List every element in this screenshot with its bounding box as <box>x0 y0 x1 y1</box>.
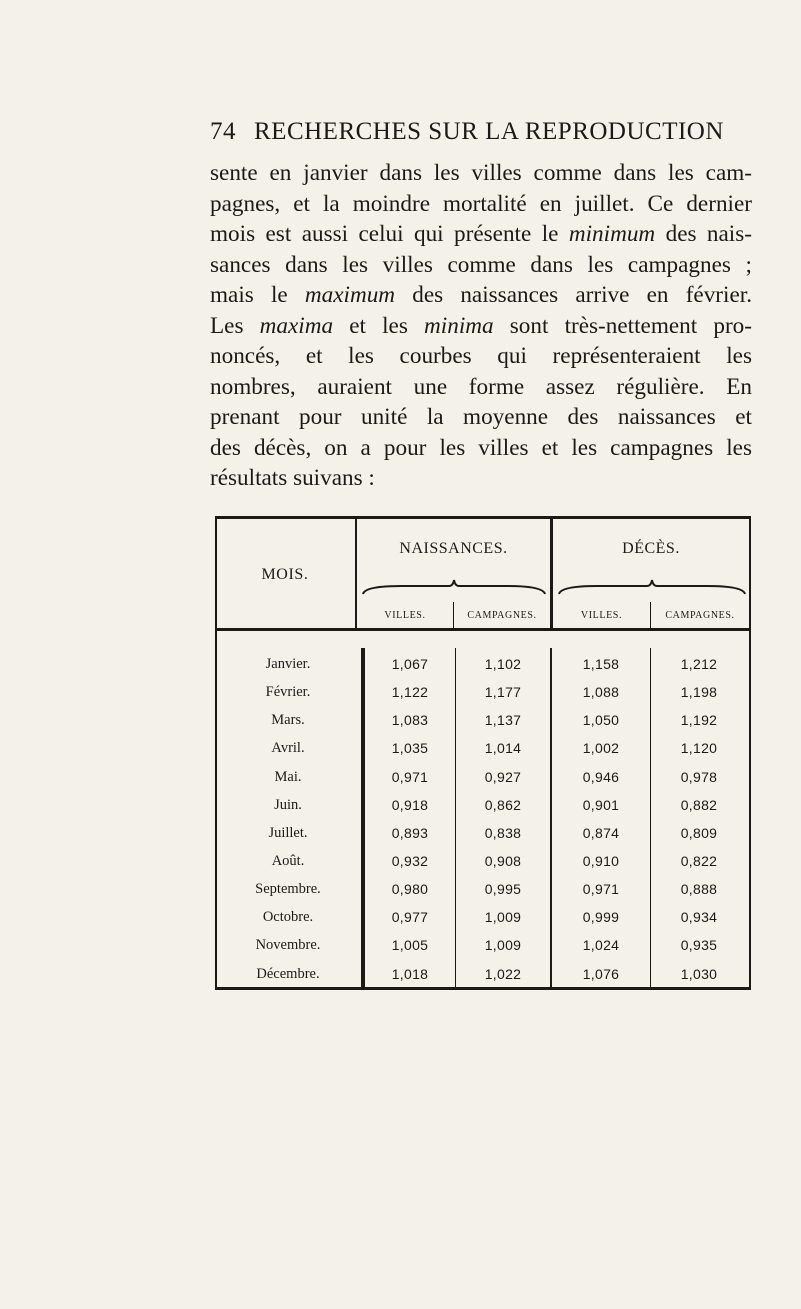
text-run: pagnes, et la moindre mortalité en juillet. Ce dernier <box>210 190 752 217</box>
header-deces: DÉCÈS. <box>622 540 680 557</box>
text-run: nombres, auraient une forme assez régulière. En <box>210 373 752 400</box>
cell-deces-villes: 0,910 <box>582 852 620 869</box>
cell-naissances-campagnes: 1,177 <box>484 684 522 701</box>
cell-deces-campagnes: 0,935 <box>680 937 718 954</box>
cell-naissances-villes: 0,932 <box>391 852 429 869</box>
cell-naissances-campagnes: 1,009 <box>484 937 522 954</box>
cell-naissances-villes: 1,083 <box>391 712 429 729</box>
cell-mois: Juillet. <box>268 824 308 841</box>
page-number: 74 <box>210 118 236 145</box>
cell-naissances-villes: 1,035 <box>391 740 429 757</box>
subheader-campagnes-deces: CAMPAGNES. <box>665 610 735 621</box>
cell-naissances-villes: 1,018 <box>391 965 429 982</box>
text-run: noncés, et les courbes qui représenteraient les <box>210 343 752 369</box>
text-line <box>210 402 752 433</box>
cell-deces-villes: 1,088 <box>582 684 620 701</box>
text-line <box>210 158 752 189</box>
cell-deces-campagnes: 1,212 <box>680 656 718 672</box>
header-naissances: NAISSANCES. <box>399 540 508 557</box>
header-mois: MOIS. <box>261 566 309 583</box>
cell-naissances-campagnes: 0,862 <box>484 796 522 813</box>
cell-mois: Avril. <box>271 740 305 757</box>
cell-naissances-campagnes: 0,995 <box>484 881 522 898</box>
subheader-villes-naissances: VILLES. <box>384 610 426 621</box>
text-run: mais le <box>210 282 305 308</box>
cell-deces-campagnes: 0,978 <box>680 768 718 785</box>
cell-naissances-campagnes: 0,838 <box>484 824 522 841</box>
body-paragraph <box>210 158 752 494</box>
text-run: des naissances arrive en février. <box>395 282 752 308</box>
cell-naissances-campagnes: 1,009 <box>484 909 522 926</box>
cell-deces-campagnes: 1,198 <box>680 684 718 701</box>
text-run: des nais- <box>655 221 752 247</box>
cell-naissances-campagnes: 0,927 <box>484 768 522 785</box>
cell-naissances-villes: 1,005 <box>391 937 429 954</box>
cell-naissances-villes: 0,918 <box>391 796 429 813</box>
cell-deces-villes: 1,050 <box>582 712 620 729</box>
cell-naissances-campagnes: 1,102 <box>484 656 522 672</box>
cell-naissances-villes: 1,067 <box>391 656 429 672</box>
text-run: mois est aussi celui qui présente le <box>210 221 569 247</box>
text-line <box>210 219 752 250</box>
cell-naissances-villes: 0,980 <box>391 881 429 898</box>
text-line <box>210 311 752 342</box>
text-line <box>210 341 752 372</box>
text-run: sont très-nettement pro- <box>493 312 752 339</box>
text-line <box>210 189 752 220</box>
cell-deces-campagnes: 0,934 <box>680 909 718 926</box>
cell-deces-campagnes: 1,030 <box>680 965 718 982</box>
cell-deces-campagnes: 0,822 <box>680 852 718 869</box>
cell-deces-campagnes: 0,882 <box>680 796 718 813</box>
text-line <box>210 280 752 311</box>
text-run: résultats suivans : <box>210 465 375 491</box>
text-run: sente en janvier dans les villes comme dans les cam- <box>210 160 752 186</box>
cell-deces-villes: 1,024 <box>582 937 620 954</box>
cell-mois: Janvier. <box>265 656 311 672</box>
cell-deces-villes: 1,158 <box>582 656 620 672</box>
subheader-villes-deces: VILLES. <box>580 610 623 621</box>
cell-mois: Juin. <box>274 796 302 813</box>
text-run: des décès, on a pour les villes et les campagnes les <box>210 434 752 461</box>
text-run: prenant pour unité la moyenne des naissances et <box>210 404 752 430</box>
cell-deces-villes: 1,076 <box>582 965 620 982</box>
brace-naissances <box>361 578 547 596</box>
cell-deces-campagnes: 0,888 <box>680 881 718 898</box>
cell-mois: Décembre. <box>256 965 320 982</box>
cell-deces-campagnes: 1,120 <box>680 740 718 757</box>
italic-run: minima <box>424 312 494 339</box>
cell-deces-villes: 0,901 <box>582 796 620 813</box>
cell-naissances-campagnes: 1,137 <box>484 712 522 729</box>
cell-mois: Mars. <box>271 712 305 729</box>
data-table <box>215 516 751 992</box>
cell-deces-villes: 0,971 <box>582 881 620 898</box>
brace-deces <box>557 578 747 596</box>
cell-mois: Août. <box>271 852 305 869</box>
cell-mois: Septembre. <box>255 881 321 898</box>
cell-deces-villes: 0,999 <box>582 909 620 926</box>
text-run: et les <box>333 312 425 339</box>
cell-mois: Février. <box>265 684 311 701</box>
cell-deces-campagnes: 1,192 <box>680 712 718 729</box>
cell-deces-villes: 0,874 <box>582 824 620 841</box>
text-line <box>210 463 752 494</box>
text-run: sances dans les villes comme dans les campagnes ; <box>210 251 752 278</box>
cell-naissances-villes: 0,893 <box>391 824 429 841</box>
cell-deces-villes: 0,946 <box>582 768 620 785</box>
cell-naissances-campagnes: 0,908 <box>484 852 522 869</box>
cell-mois: Mai. <box>274 768 302 785</box>
cell-deces-campagnes: 0,809 <box>680 824 718 841</box>
cell-naissances-villes: 1,122 <box>391 684 429 701</box>
cell-naissances-campagnes: 1,022 <box>484 965 522 982</box>
subheader-campagnes-naissances: CAMPAGNES. <box>467 610 537 621</box>
cell-mois: Octobre. <box>262 909 314 926</box>
text-run: Les <box>210 312 260 339</box>
italic-run: maxima <box>259 312 334 339</box>
italic-run: maximum <box>304 282 396 308</box>
cell-naissances-villes: 0,971 <box>391 768 429 785</box>
cell-naissances-campagnes: 1,014 <box>484 740 522 757</box>
italic-run: minimum <box>568 221 656 247</box>
cell-mois: Novembre. <box>255 937 321 954</box>
running-title: RECHERCHES SUR LA REPRODUCTION <box>254 118 724 145</box>
cell-naissances-villes: 0,977 <box>391 909 429 926</box>
text-line <box>210 433 752 464</box>
header-rule <box>215 628 751 631</box>
text-line <box>210 372 752 403</box>
text-line <box>210 250 752 281</box>
cell-deces-villes: 1,002 <box>582 740 620 757</box>
